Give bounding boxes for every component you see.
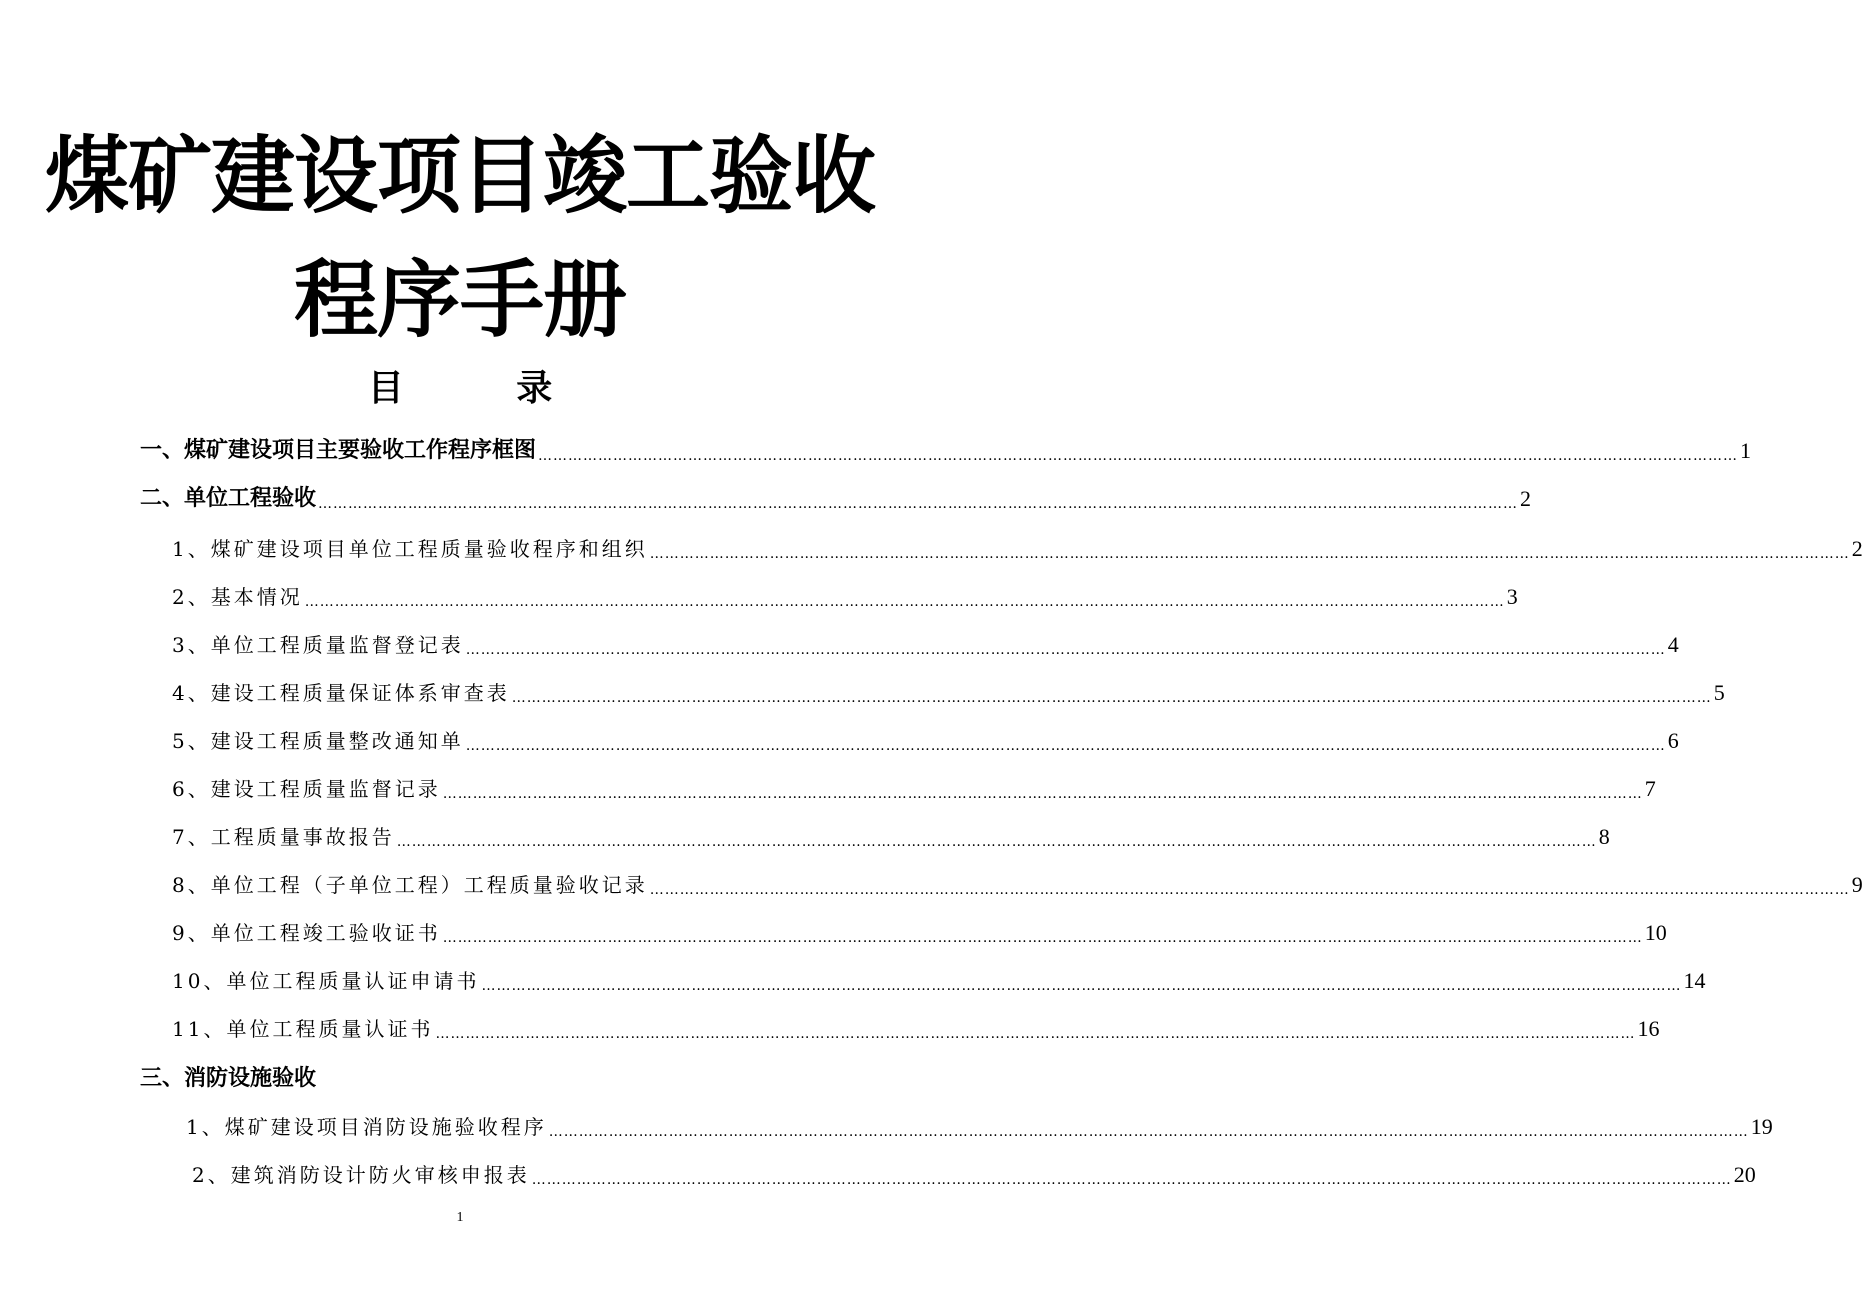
document-title-line-2: 程序手册 (293, 251, 626, 349)
toc-entry-page: 5 (1713, 680, 1725, 705)
toc-entry-label: 8、单位工程（子单位工程）工程质量验收记录 (172, 873, 648, 897)
toc-entry-label: 7、工程质量事故报告 (172, 825, 395, 849)
toc-entry-page: 1 (1740, 438, 1752, 463)
toc-entry-label: 三、消防设施验收 (140, 1066, 317, 1091)
toc-entry[interactable] (172, 868, 1863, 898)
toc-entry-label: 10、单位工程质量认证申请书 (172, 969, 480, 993)
toc-entry-label: 9、单位工程竣工验收证书 (172, 921, 441, 945)
toc-entry-label: 1、煤矿建设项目单位工程质量验收程序和组织 (172, 537, 648, 561)
toc-entry-page: 20 (1733, 1162, 1756, 1187)
toc-leader-dots: …………………………………………………………………………………………………………………………………………………………………………………………………………………… (511, 690, 1712, 706)
toc-entry[interactable] (140, 1062, 780, 1092)
toc-leader-dots: …………………………………………………………………………………………………………………………………………………………………………………………………………………… (442, 930, 1643, 946)
toc-entry-label: 4、建设工程质量保证体系审查表 (172, 681, 510, 705)
toc-entry-label: 2、基本情况 (172, 585, 303, 609)
toc-entry-page: 4 (1667, 632, 1679, 657)
toc-heading: 目 录 (367, 368, 553, 409)
toc-leader-dots: …………………………………………………………………………………………………………………………………………………………………………………………………………………… (396, 834, 1597, 850)
toc-entry[interactable] (186, 1110, 1773, 1140)
toc-entry-label: 6、建设工程质量监督记录 (172, 777, 441, 801)
toc-entry[interactable] (172, 964, 1706, 994)
toc-leader-dots: …………………………………………………………………………………………………………………………………………………………………………………………………………………… (538, 448, 1739, 464)
toc-entry-page: 9 (1851, 872, 1863, 897)
toc-leader-dots: …………………………………………………………………………………………………………………………………………………………………………………………………………………… (481, 978, 1682, 994)
toc-entry[interactable] (172, 724, 1679, 754)
toc-leader-dots: …………………………………………………………………………………………………………………………………………………………………………………………………………………… (318, 496, 1519, 512)
toc-entry-page: 19 (1750, 1114, 1773, 1139)
toc-leader-dots: …………………………………………………………………………………………………………………………………………………………………………………………………………………… (465, 738, 1666, 754)
toc-entry-page: 10 (1644, 920, 1667, 945)
toc-entry-page: 16 (1637, 1016, 1660, 1041)
toc-leader-dots: …………………………………………………………………………………………………………………………………………………………………………………………………………………… (649, 546, 1850, 562)
toc-entry-page: 6 (1667, 728, 1679, 753)
toc-entry-label: 5、建设工程质量整改通知单 (172, 729, 464, 753)
toc-leader-dots: …………………………………………………………………………………………………………………………………………………………………………………………………………………… (548, 1124, 1749, 1140)
toc-entry[interactable] (172, 1012, 1660, 1042)
toc-leader-dots: …………………………………………………………………………………………………………………………………………………………………………………………………………………… (649, 882, 1850, 898)
toc-entry[interactable] (172, 916, 1667, 946)
toc-leader-dots: …………………………………………………………………………………………………………………………………………………………………………………………………………………… (435, 1026, 1636, 1042)
toc-entry-label: 11、单位工程质量认证书 (172, 1017, 434, 1041)
page-number: 1 (456, 1210, 464, 1225)
toc-entry[interactable] (140, 482, 1532, 512)
toc-entry[interactable] (172, 772, 1656, 802)
toc-entry[interactable] (172, 580, 1518, 610)
toc-entry-page: 2 (1851, 536, 1863, 561)
toc-entry[interactable] (140, 434, 1752, 464)
toc-leader-dots: …………………………………………………………………………………………………………………………………………………………………………………………………………………… (442, 786, 1643, 802)
toc-leader-dots: …………………………………………………………………………………………………………………………………………………………………………………………………………………… (531, 1172, 1732, 1188)
toc-entry-label: 一、煤矿建设项目主要验收工作程序框图 (140, 438, 537, 463)
toc-entry-page: 8 (1598, 824, 1610, 849)
toc-entry-page: 7 (1644, 776, 1656, 801)
toc-leader-dots: …………………………………………………………………………………………………………………………………………………………………………………………………………………… (465, 642, 1666, 658)
toc-entry[interactable] (172, 628, 1679, 658)
toc-entry[interactable] (172, 676, 1725, 706)
toc-entry-page: 14 (1683, 968, 1706, 993)
toc-entry-page: 3 (1506, 584, 1518, 609)
toc-entry-page: 2 (1520, 486, 1532, 511)
toc-entry-label: 1、煤矿建设项目消防设施验收程序 (186, 1115, 547, 1139)
toc-entry[interactable] (172, 532, 1863, 562)
document-title-line-1: 煤矿建设项目竣工验收 (44, 127, 875, 225)
toc-entry[interactable] (172, 820, 1610, 850)
toc-entry-label: 二、单位工程验收 (140, 486, 317, 511)
toc-entry-label: 3、单位工程质量监督登记表 (172, 633, 464, 657)
toc-entry-label: 2、建筑消防设计防火审核申报表 (192, 1163, 530, 1187)
toc-leader-dots: …………………………………………………………………………………………………………………………………………………………………………………………………………………… (304, 594, 1505, 610)
toc-entry[interactable] (192, 1158, 1756, 1188)
